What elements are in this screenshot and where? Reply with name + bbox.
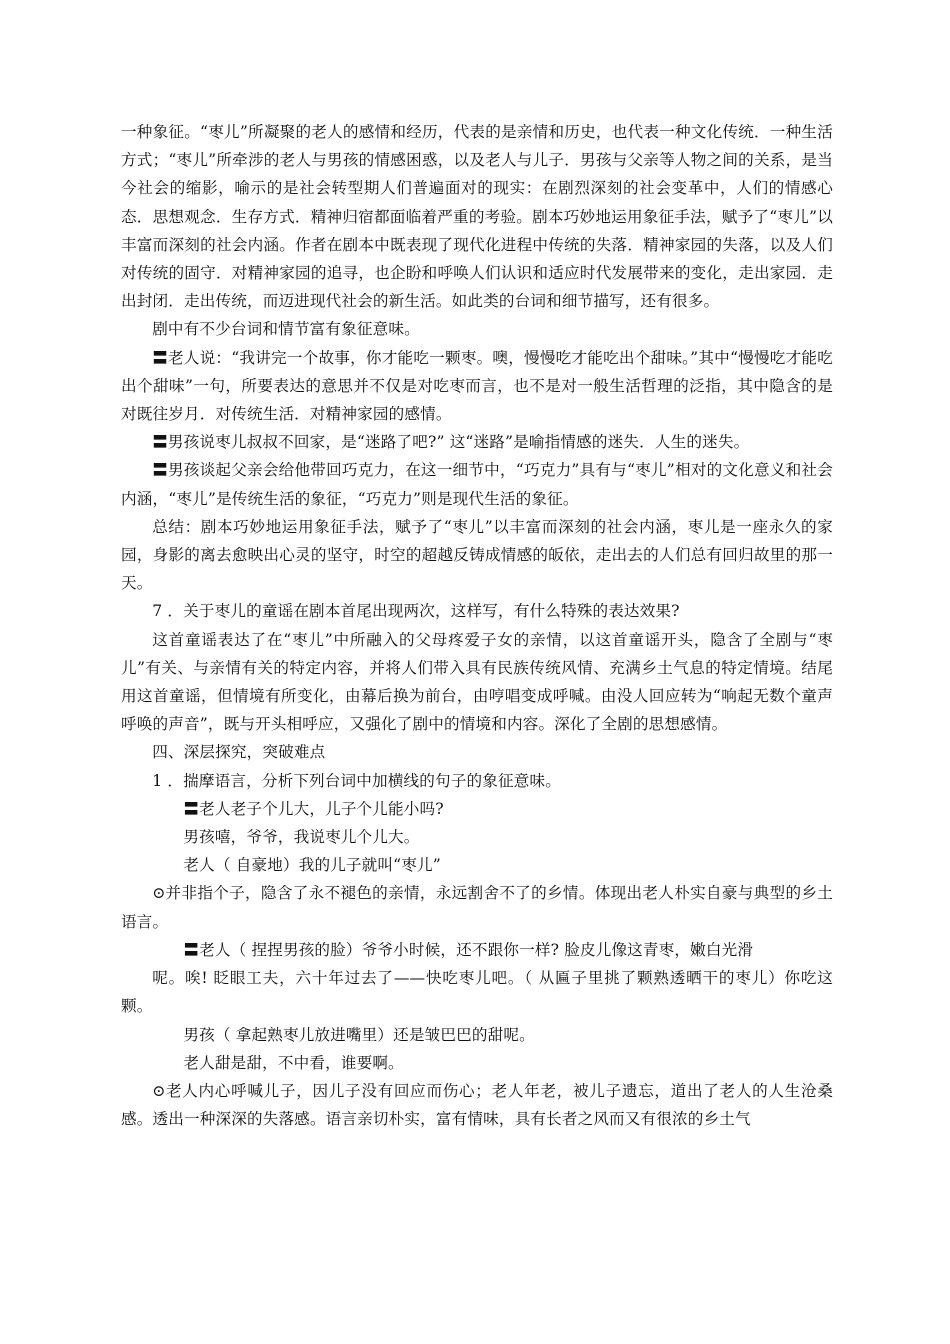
section-heading: 四、深层探究，突破难点 <box>152 743 326 762</box>
speaker-name: 〓老人 <box>183 799 231 818</box>
dialogue-line <box>121 1021 833 1049</box>
document-body <box>121 118 833 1133</box>
dialogue-continuation: 呢。唉! 眨眼工夫，六十年过去了——快吃枣儿吧。（ 从匾子里挑了颗熟透晒干的枣儿）你吃这颗。 <box>121 969 833 1016</box>
paragraph: 剧中有不少台词和情节富有象征意味。 <box>152 320 420 339</box>
dialogue-text: （ 捏捏男孩的脸）爷爷小时候，还不跟你一样? 脸皮儿像这青枣，嫩白光滑 <box>230 940 754 959</box>
paragraph: 总结：剧本巧妙地运用象征手法，赋予了“枣儿”以丰富而深刻的社会内涵，枣儿是一座永久的家园，身影的离去愈映出心灵的坚守，时空的超越反铸成情感的皈依，走出去的人们总有回归故里的那一天。 <box>121 517 833 593</box>
dialogue-line <box>121 823 833 851</box>
analysis-paragraph: ⊙并非指个子，隐含了永不褪色的亲情，永远割舍不了的乡情。体现出老人朴实自豪与典型的乡土语言。 <box>121 884 833 931</box>
dialogue-text: 甜是甜，不中看，谁要啊。 <box>214 1053 404 1072</box>
dialogue-line <box>121 851 833 879</box>
speaker-name: 老人 <box>183 856 215 875</box>
speaker-name: 男孩 <box>183 828 215 847</box>
question-heading: 1 ．揣摩语言，分析下列台词中加横线的句子的象征意味。 <box>152 771 561 790</box>
dialogue-text: 老子个儿大，儿子个儿能小吗? <box>230 799 444 818</box>
dialogue-text: （ 自豪地）我的儿子就叫“枣儿” <box>214 856 441 875</box>
analysis-paragraph: ⊙老人内心呼喊儿子，因儿子没有回应而伤心；老人年老，被儿子遗忘，道出了老人的人生沧桑感。透出一种深深的失落感。语言亲切朴实，富有情味，具有长者之风而又有很浓的乡土气 <box>121 1081 833 1129</box>
question-heading: 7 ．关于枣儿的童谣在剧本首尾出现两次，这样写，有什么特殊的表达效果? <box>152 602 680 621</box>
dialogue-line <box>121 936 833 964</box>
paragraph: 〓男孩说枣儿叔叔不回家，是“迷路了吧?” 这“迷路”是喻指情感的迷失．人生的迷失。 <box>152 433 750 452</box>
speaker-name: 老人 <box>183 1053 215 1072</box>
speaker-name: 男孩 <box>183 1025 215 1044</box>
dialogue-line <box>121 1049 833 1077</box>
dialogue-text: （ 拿起熟枣儿放进嘴里）还是皱巴巴的甜呢。 <box>214 1025 535 1044</box>
dialogue-line <box>121 795 833 823</box>
answer-paragraph: 这首童谣表达了在“枣儿”中所融入的父母疼爱子女的亲情，以这首童谣开头，隐含了全剧与“枣儿”有关、与亲情有关的特定内容，并将人们带入具有民族传统风情、充满乡土气息的特定情境。结尾用这首童谣，但情境有所变化，由幕后换为前台，由哼唱变成呼喊。由没人回应转为“响起无数个童声呼唤的声音”，既与开头相呼应，又强化了剧中的情境和内容。深化了全剧的思想感情。 <box>121 630 833 734</box>
paragraph: 〓老人说：“我讲完一个故事，你才能吃一颗枣。噢，慢慢吃才能吃出个甜味。”其中“慢慢吃才能吃出个甜味”一句，所要表达的意思并不仅是对吃枣而言，也不是对一般生活哲理的泛指，其中隐含的是对既往岁月．对传统生活．对精神家园的感情。 <box>121 348 833 424</box>
speaker-name: 〓老人 <box>183 940 231 959</box>
paragraph: 一种象征。“枣儿”所凝聚的老人的感情和经历，代表的是亲情和历史，也代表一种文化传统．一种生活方式；“枣儿”所牵涉的老人与男孩的情感困惑，以及老人与儿子．男孩与父亲等人物之间的关系，是当今社会的缩影，喻示的是社会转型期人们普遍面对的现实：在剧烈深刻的社会变革中，人们的情感心态．思想观念．生存方式．精神归宿都面临着严重的考验。剧本巧妙地运用象征手法，赋予了“枣儿”以丰富而深刻的社会内涵。作者在剧本中既表现了现代化进程中传统的失落．精神家园的失落，以及人们对传统的固守．对精神家园的追寻，也企盼和呼唤人们认识和适应时代发展带来的变化，走出家园．走出封闭．走出传统，而迈进现代社会的新生活。如此类的台词和细节描写，还有很多。 <box>121 123 833 311</box>
dialogue-text: 嘻，爷爷，我说枣儿个儿大。 <box>214 828 420 847</box>
paragraph: 〓男孩谈起父亲会给他带回巧克力，在这一细节中，“巧克力”具有与“枣儿”相对的文化意义和社会内涵，“枣儿”是传统生活的象征，“巧克力”则是现代生活的象征。 <box>121 461 833 508</box>
